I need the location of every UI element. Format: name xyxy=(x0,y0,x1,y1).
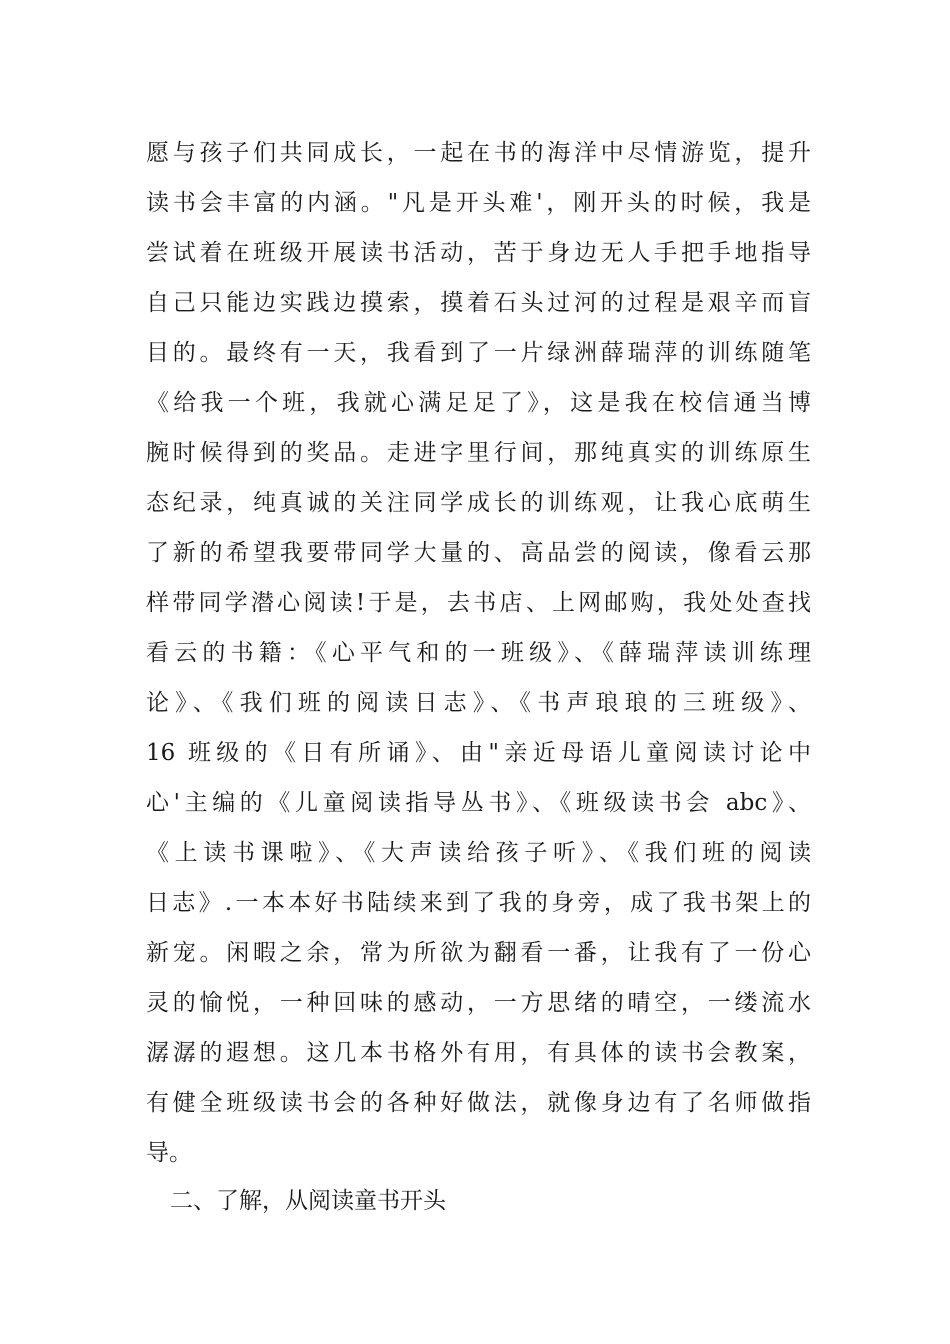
body-paragraph xyxy=(146,128,811,1178)
paragraph-line: 新宠。闲暇之余，常为所欲为翻看一番，让我有了一份心 xyxy=(146,940,811,966)
paragraph-line: 态纪录，纯真诚的关注同学成长的训练观，让我心底萌生 xyxy=(146,490,811,516)
paragraph-line: 心'主编的《儿童阅读指导丛书》、《班级读书会 abc》、 xyxy=(146,790,811,816)
paragraph-line: 导。 xyxy=(146,1140,192,1166)
paragraph-line: 目的。最终有一天，我看到了一片绿洲薛瑞萍的训练随笔 xyxy=(146,340,811,366)
paragraph-line: 有健全班级读书会的各种好做法，就像身边有了名师做指 xyxy=(146,1090,811,1116)
paragraph-line: 自己只能边实践边摸索，摸着石头过河的过程是艰辛而盲 xyxy=(146,290,811,316)
paragraph-line: 灵的愉悦，一种回味的感动，一方思绪的晴空，一缕流水 xyxy=(146,990,811,1016)
paragraph-line: 腕时候得到的奖品。走进字里行间，那纯真实的训练原生 xyxy=(146,440,811,466)
paragraph-line: 愿与孩子们共同成长，一起在书的海洋中尽情游览，提升 xyxy=(146,140,811,166)
paragraph-line: 论》、《我们班的阅读日志》、《书声琅琅的三班级》、 xyxy=(146,690,811,716)
paragraph-line: 看云的书籍：《心平气和的一班级》、《薛瑞萍读训练理 xyxy=(146,640,811,666)
paragraph-line: 了新的希望我要带同学大量的、高品尝的阅读，像看云那 xyxy=(146,540,811,566)
paragraph-line: 《上读书课啦》、《大声读给孩子听》、《我们班的阅读 xyxy=(146,840,811,866)
paragraph-line: 样带同学潜心阅读!于是，去书店、上网邮购，我处处查找 xyxy=(146,590,811,616)
paragraph-line: 尝试着在班级开展读书活动，苦于身边无人手把手地指导 xyxy=(146,240,811,266)
paragraph-line: 读书会丰富的内涵。"凡是开头难'，刚开头的时候，我是 xyxy=(146,190,811,216)
paragraph-line: 《给我一个班，我就心满足足了》，这是我在校信通当博 xyxy=(146,390,811,416)
paragraph-line: 日志》.一本本好书陆续来到了我的身旁，成了我书架上的 xyxy=(146,890,811,916)
section-heading: 二、了解，从阅读童书开头 xyxy=(170,1188,446,1214)
paragraph-line: 潺潺的遐想。这几本书格外有用，有具体的读书会教案， xyxy=(146,1040,811,1066)
paragraph-line: 16 班级的《日有所诵》、由"亲近母语儿童阅读讨论中 xyxy=(146,740,811,766)
